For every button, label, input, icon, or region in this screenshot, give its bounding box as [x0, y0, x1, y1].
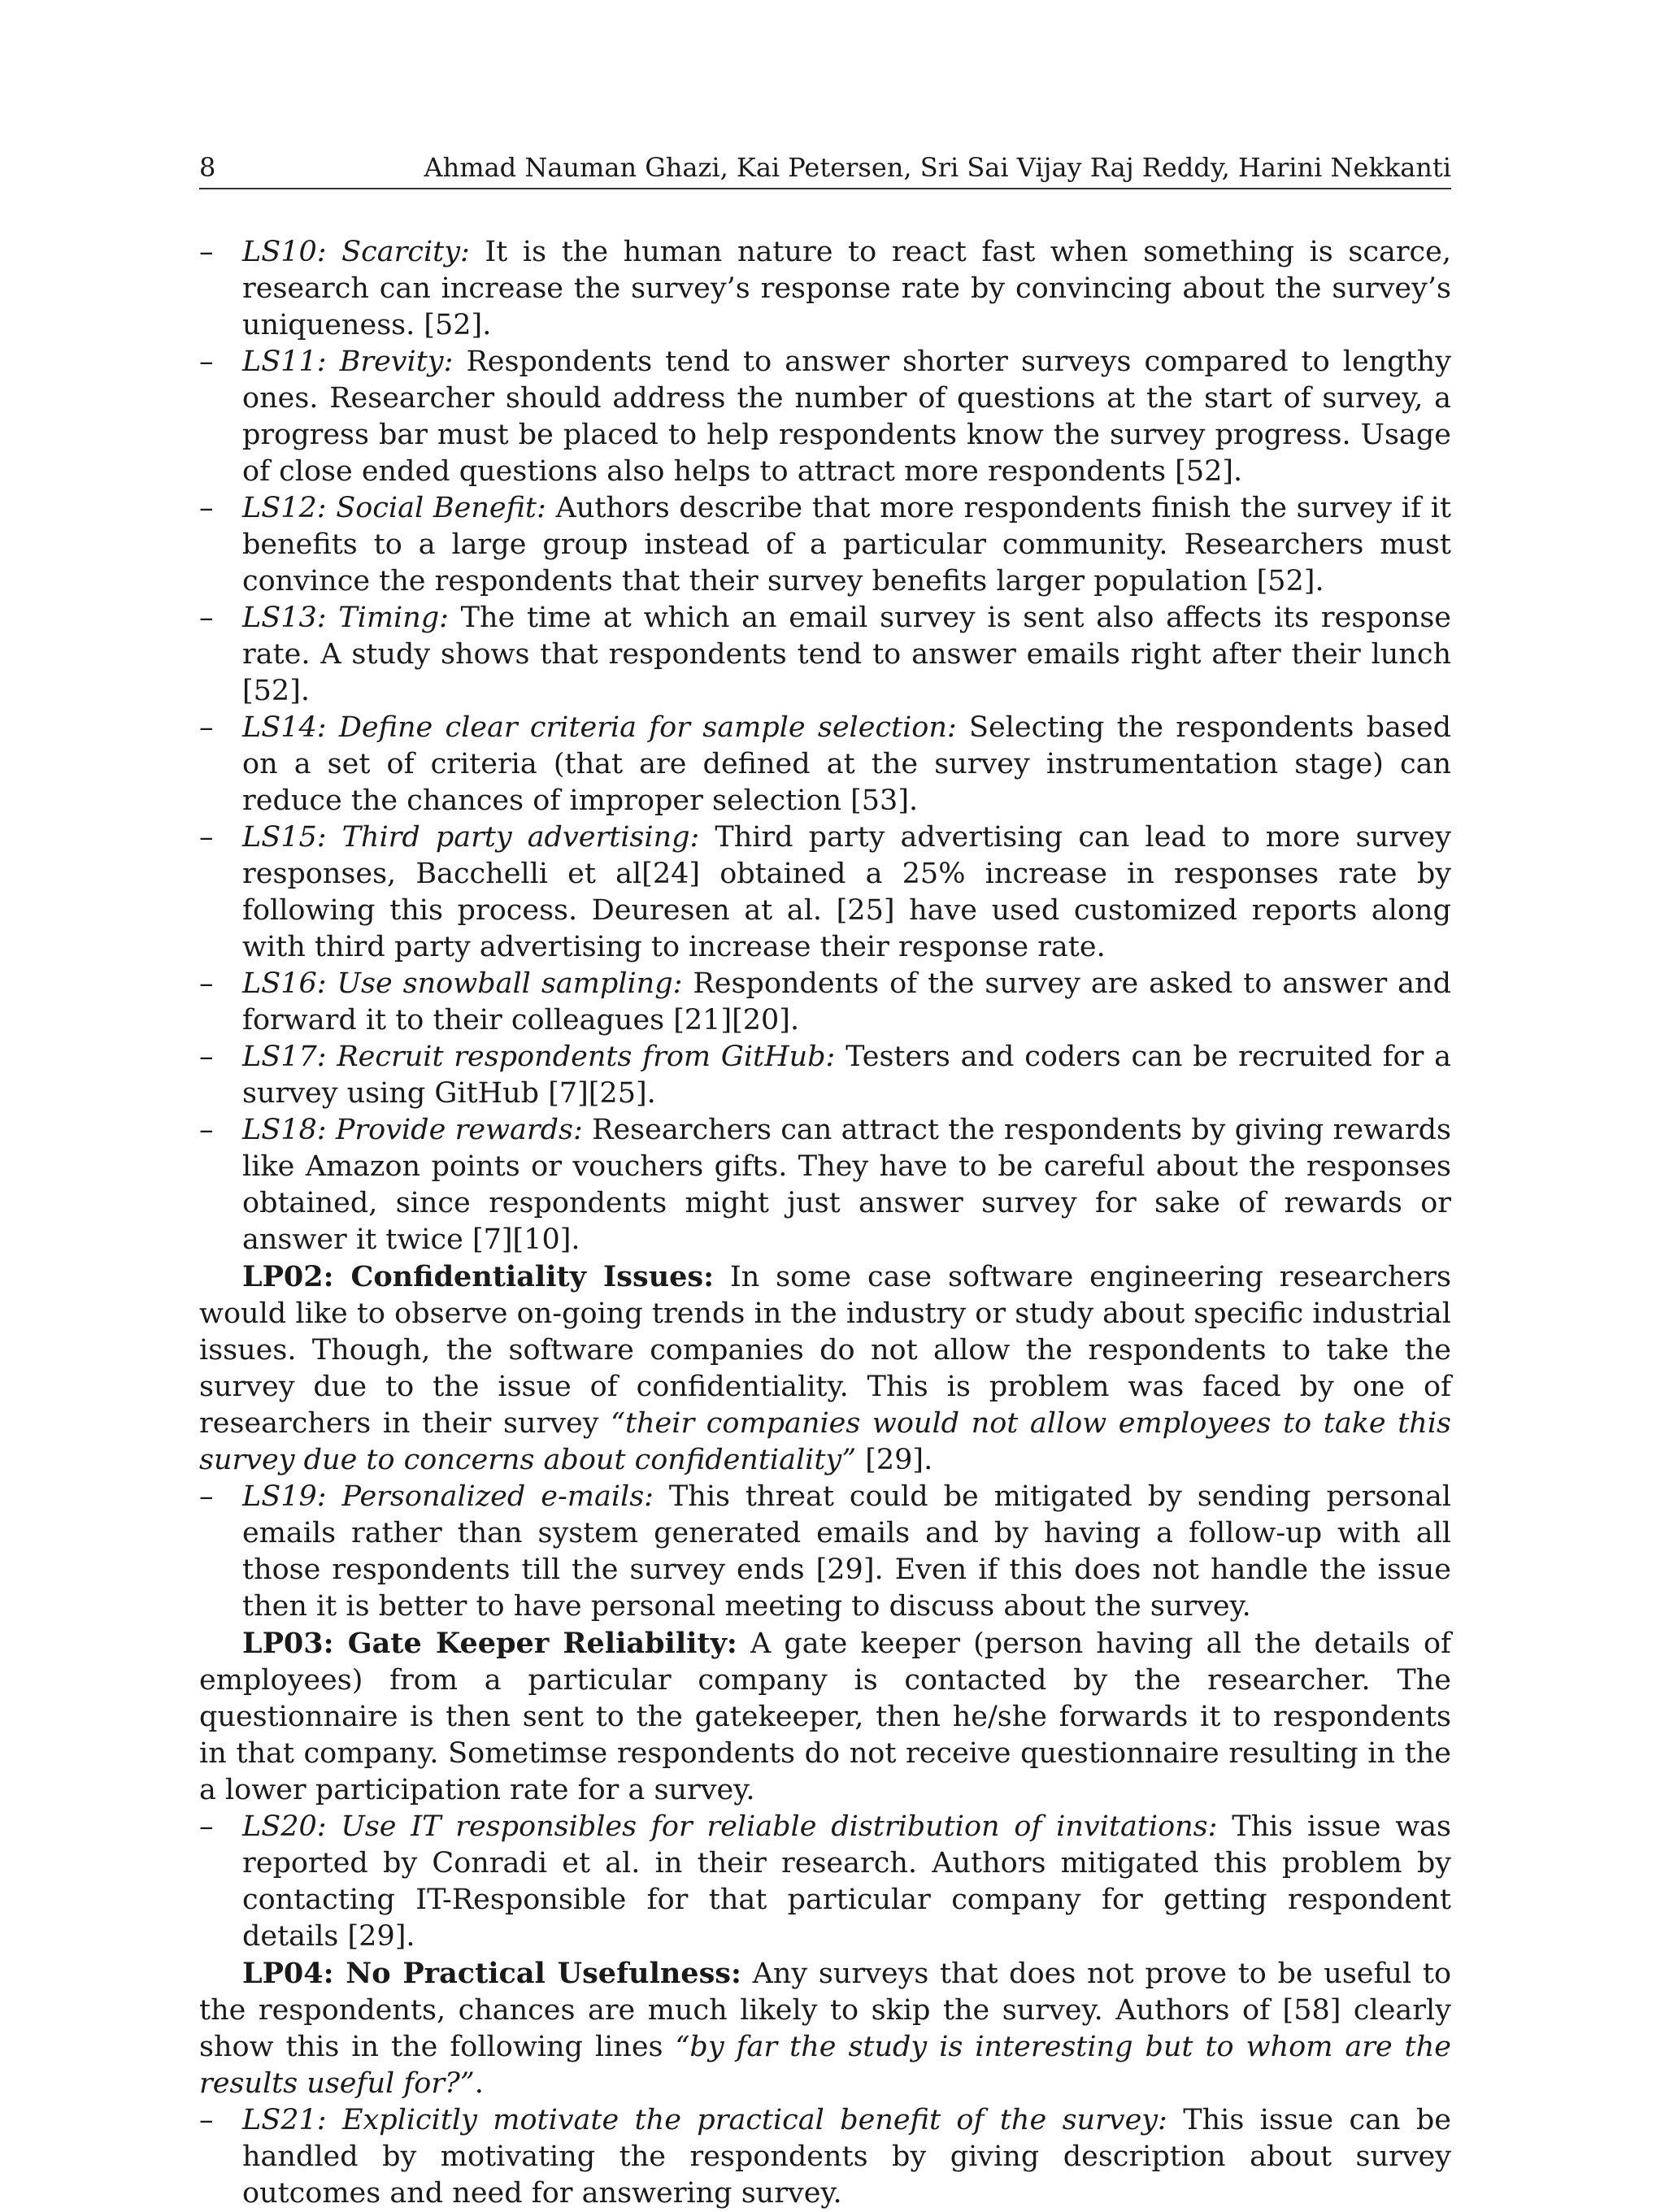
strategy-list-3 [199, 1809, 1451, 1955]
item-label: LS21: Explicitly motivate the practical benefit of the survey: [242, 2104, 1167, 2136]
dash-bullet: – [199, 967, 214, 1000]
item-text: This threat could be mitigated by sending personal emails rather than system generated emails and by having a follow-up with all those respondents till the survey ends [29]. Even if this does not handle the issue then it is better to have personal meeting to discuss about the survey. [242, 1480, 1451, 1623]
item-label: LS16: Use snowball sampling: [242, 967, 683, 1000]
paragraph-text: Any surveys that does not prove to be useful to the respondents, chances are much likely to skip the survey. Authors of [58] clearly show this in the following lines [199, 1958, 1452, 2063]
paragraph-heading: LP02: Confidentiality Issues: [242, 1260, 715, 1293]
paragraph-heading: LP04: No Practical Usefulness: [242, 1957, 741, 1990]
strategy-list-1 [199, 234, 1451, 1258]
dash-bullet: – [199, 492, 214, 524]
list-item [199, 344, 1451, 490]
item-text: Selecting the respondents based on a set of criteria (that are defined at the survey instrumentation stage) can reduce the chances of improper selection [53]. [242, 711, 1452, 817]
list-item [199, 2102, 1451, 2212]
running-header [199, 151, 1451, 189]
dash-bullet: – [199, 1041, 214, 1073]
list-item [199, 234, 1451, 344]
item-label: LS11: Brevity: [242, 345, 454, 378]
list-item [199, 600, 1451, 710]
item-label: LS17: Recruit respondents from GitHub: [242, 1041, 836, 1073]
item-text: Respondents of the survey are asked to answer and forward it to their colleagues [21][20]. [242, 967, 1451, 1036]
dash-bullet: – [199, 821, 214, 854]
list-item [199, 966, 1451, 1039]
paragraph-tail: [29]. [856, 1444, 933, 1476]
item-label: LS18: Provide rewards: [242, 1114, 583, 1146]
dash-bullet: – [199, 1114, 214, 1146]
list-item [199, 819, 1451, 966]
header-authors: Ahmad Nauman Ghazi, Kai Petersen, Sri Sai Vijay Raj Reddy, Harini Nekkanti [424, 152, 1451, 183]
dash-bullet: – [199, 2104, 214, 2136]
dash-bullet: – [199, 711, 214, 744]
item-label: LS20: Use IT responsibles for reliable distribution of invitations: [242, 1810, 1218, 1843]
item-text: Respondents tend to answer shorter surveys compared to lengthy ones. Researcher should address the number of questions at the start of survey, a progress bar must be placed to help respondents know the survey progress. Usage of close ended questions also helps to attract more respondents [52]. [242, 345, 1451, 488]
dash-bullet: – [199, 1810, 214, 1843]
item-label: LS15: Third party advertising: [242, 821, 700, 854]
dash-bullet: – [199, 236, 214, 268]
list-item [199, 1112, 1451, 1258]
list-item [199, 1039, 1451, 1112]
paragraph-lp02 [199, 1258, 1451, 1479]
item-text: It is the human nature to react fast when something is scarce, research can increase the survey’s response rate by convincing about the survey’s uniqueness. [52]. [242, 236, 1451, 341]
paragraph-quote: “by far the study is interesting but to whom are the results useful for?” [199, 2031, 1452, 2100]
item-label: LS14: Define clear criteria for sample selection: [242, 711, 957, 744]
item-label: LS13: Timing: [242, 602, 449, 634]
paragraph-lp03 [199, 1625, 1451, 1809]
paragraph-lp04 [199, 1955, 1451, 2102]
paragraph-heading: LP03: Gate Keeper Reliability: [242, 1627, 737, 1660]
item-text: Researchers can attract the respondents by giving rewards like Amazon points or vouchers gifts. They have to be careful about the responses obtained, since respondents might just answer survey for sake of rewards or answer it twice [7][10]. [242, 1114, 1451, 1256]
dash-bullet: – [199, 345, 214, 378]
paragraph-text: A gate keeper (person having all the details of employees) from a particular company is contacted by the researcher. The questionnaire is then sent to the gatekeeper, then he/she forwards it to respondents in that company. Sometimse respondents do not receive questionnaire resulting in the a lower participation rate for a survey. [199, 1627, 1452, 1806]
item-label: LS19: Personalized e-mails: [242, 1480, 654, 1513]
item-text: This issue can be handled by motivating the respondents by giving description about survey outcomes and need for answering survey. [242, 2104, 1452, 2210]
dash-bullet: – [199, 602, 214, 634]
paragraph-text: In some case software engineering researchers would like to observe on-going trends in the industry or study about specific industrial issues. Though, the software companies do not allow the respondents to take the survey due to the issue of confidentiality. This is problem was faced by one of researchers in their survey [199, 1261, 1451, 1440]
item-text: Third party advertising can lead to more survey responses, Bacchelli et al[24] obtained a 25% increase in responses rate by following this process. Deuresen at al. [25] have used customized reports along with third party advertising to increase their response rate. [242, 821, 1452, 963]
item-text: The time at which an email survey is sent also affects its response rate. A study shows that respondents tend to answer emails right after their lunch [52]. [242, 602, 1451, 707]
body-text [199, 234, 1451, 2212]
list-item [199, 490, 1451, 600]
paragraph-tail: . [474, 2067, 484, 2100]
strategy-list-2 [199, 1479, 1451, 1625]
page-number: 8 [199, 152, 216, 183]
dash-bullet: – [199, 1480, 214, 1513]
paragraph-quote: “their companies would not allow employees to take this survey due to concerns about confidentiality” [199, 1407, 1451, 1476]
list-item [199, 1809, 1451, 1955]
item-text: Testers and coders can be recruited for a survey using GitHub [7][25]. [242, 1041, 1451, 1110]
item-label: LS12: Social Benefit: [242, 492, 546, 524]
item-text: This issue was reported by Conradi et al. in their research. Authors mitigated this problem by contacting IT-Responsible for that particular company for getting respondent details [29]. [242, 1810, 1451, 1953]
item-label: LS10: Scarcity: [242, 236, 470, 268]
list-item [199, 1479, 1451, 1625]
item-text: Authors describe that more respondents finish the survey if it benefits to a large group instead of a particular community. Researchers must convince the respondents that their survey benefits larger population [52]. [242, 492, 1451, 598]
list-item [199, 710, 1451, 819]
strategy-list-4 [199, 2102, 1451, 2212]
